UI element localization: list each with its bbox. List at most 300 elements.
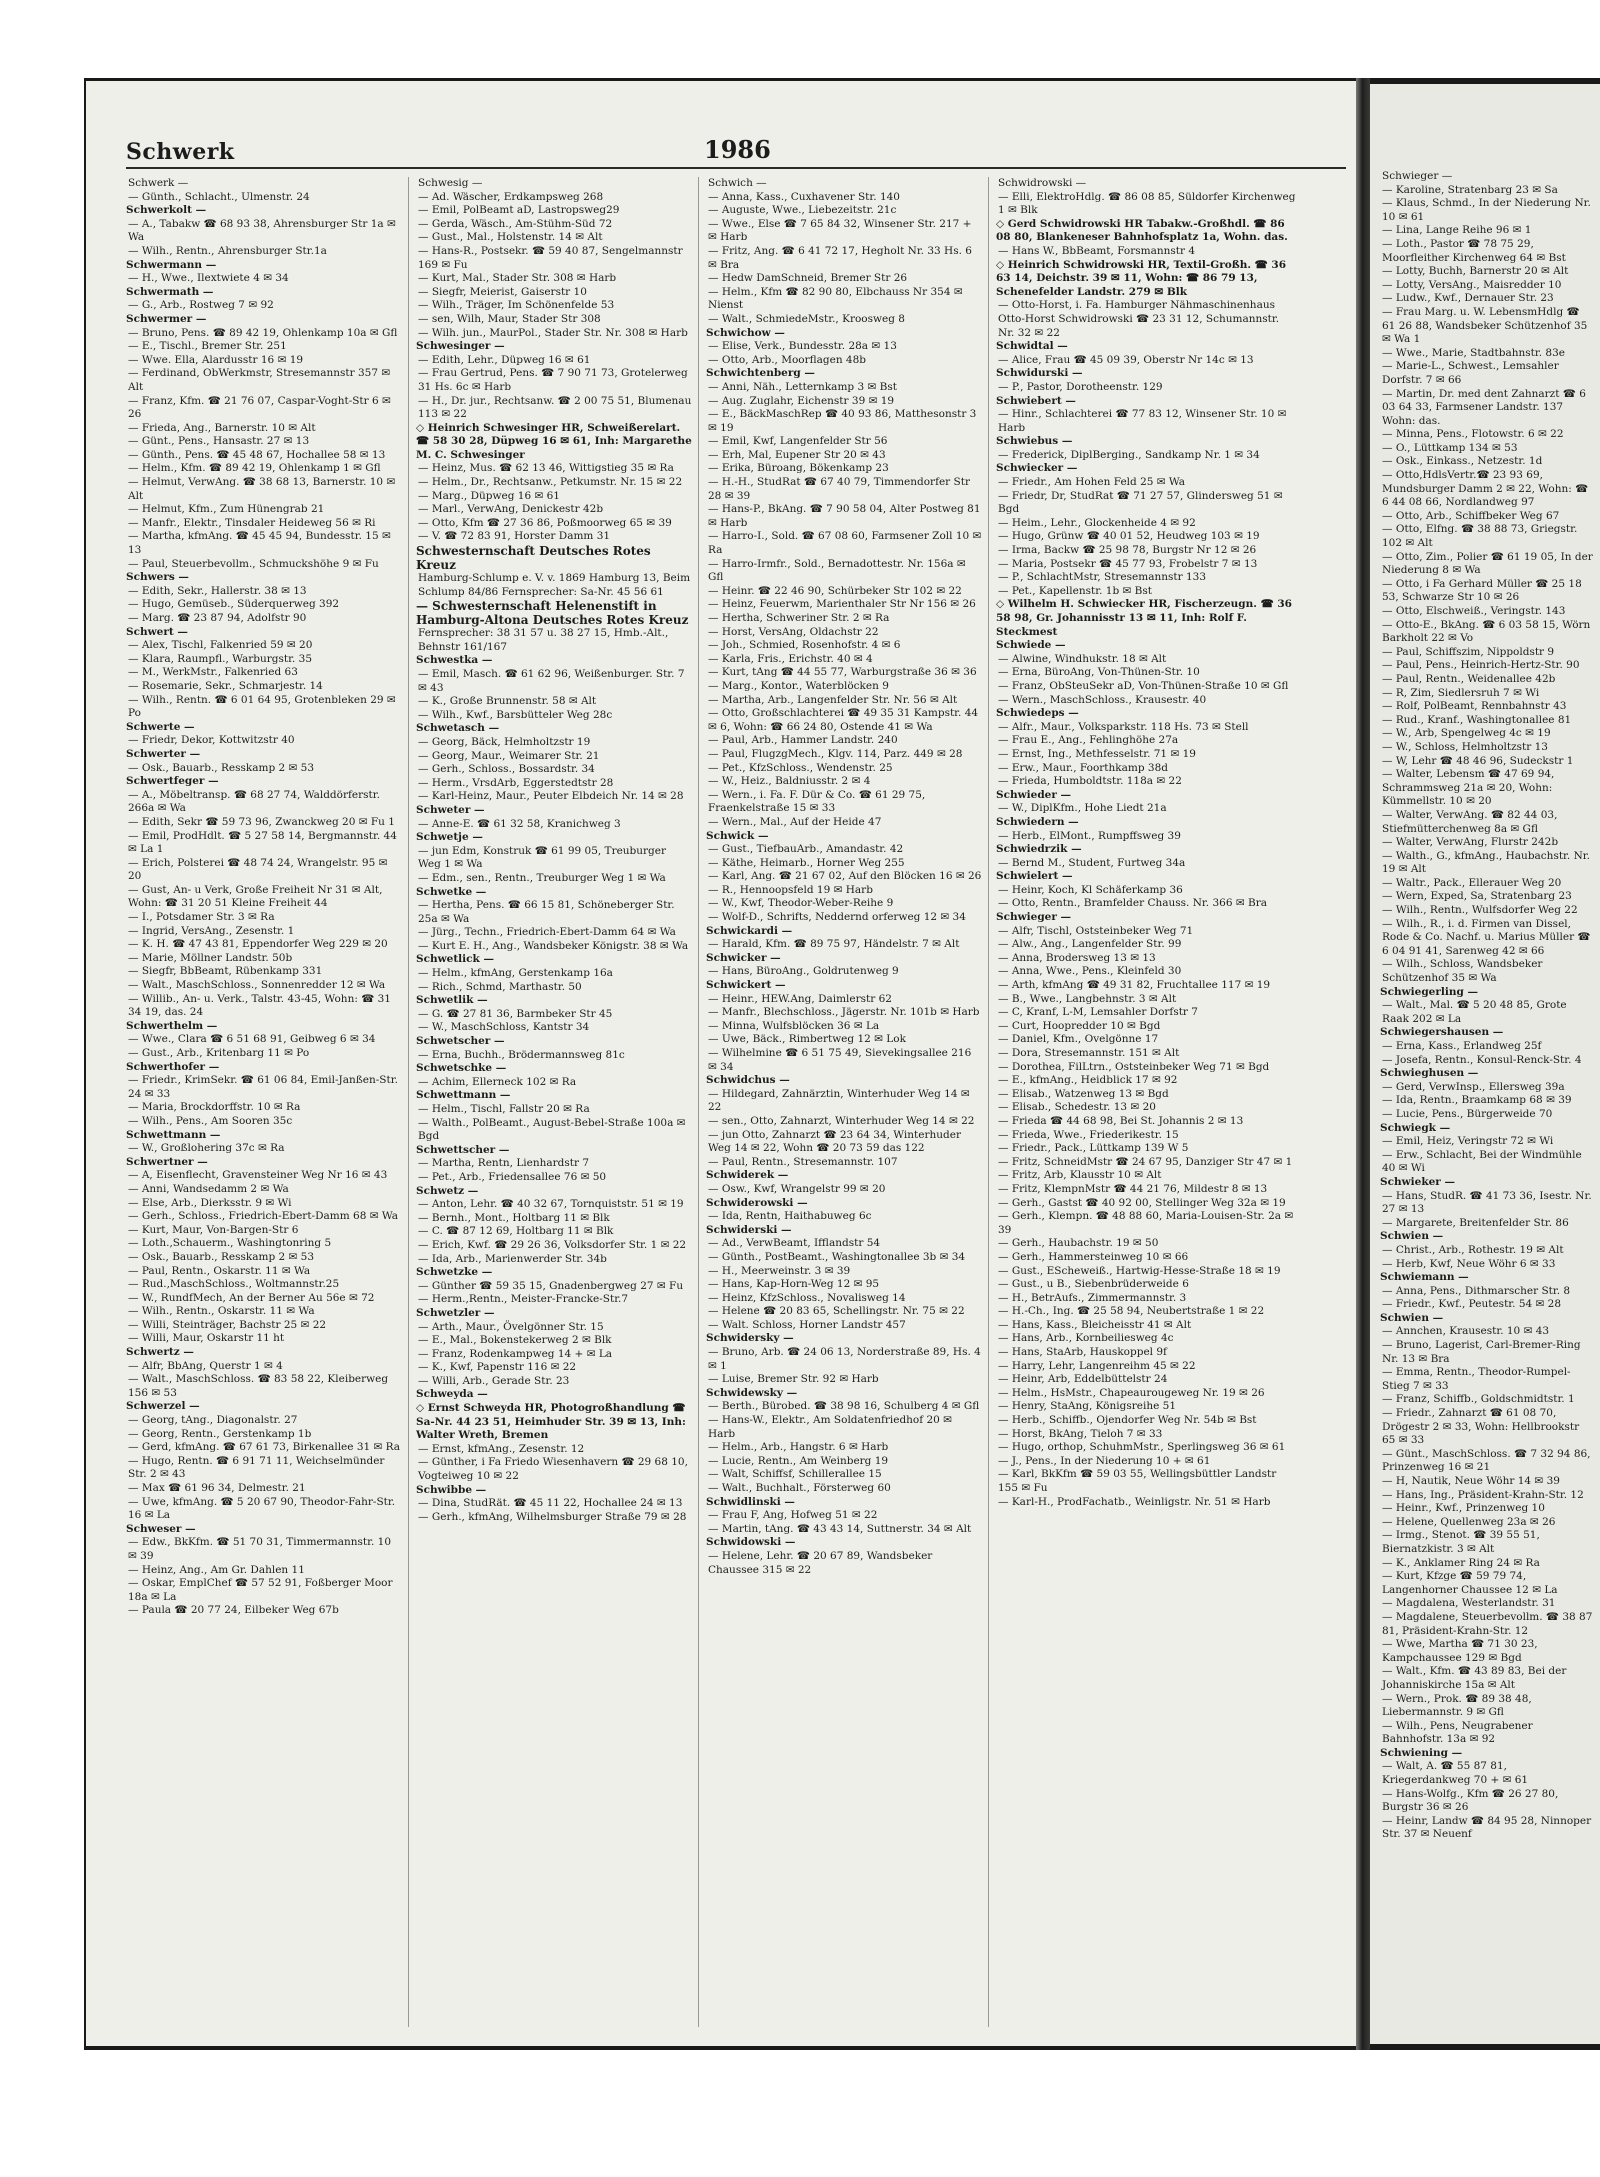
- directory-entry: — Otto, Großschlachterei ☎ 49 35 31 Kampstr. 44 ✉ 6, Wohn: ☎ 66 24 80, Ostende 41 ✉ Wa: [708, 707, 979, 733]
- surname-heading: Schwidowski —: [706, 1536, 796, 1549]
- directory-entry: — Herb, Kwf, Neue Wöhr 6 ✉ 33: [1382, 1257, 1556, 1270]
- directory-entry: — Gerd, VerwInsp., Ellersweg 39a: [1382, 1080, 1565, 1093]
- surname-heading: Schwerter —: [126, 747, 201, 760]
- surname-heading: Schwielert —: [996, 870, 1073, 883]
- directory-entry: — Hans, Kap-Horn-Weg 12 ✉ 95: [708, 1278, 880, 1291]
- directory-entry: — Marg., Düpweg 16 ✉ 61: [418, 489, 560, 502]
- surname-heading: Schwieder —: [996, 788, 1072, 801]
- directory-entry: — Hans, Kass., Bleicheisstr 41 ✉ Alt: [998, 1318, 1192, 1331]
- directory-entry: — Otto, Rentn., Bramfelder Chauss. Nr. 366 ✉ Bra: [998, 897, 1267, 910]
- directory-entry: — A., Tabakw ☎ 68 93 38, Ahrensburger Str 1a ✉ Wa: [128, 217, 396, 244]
- directory-entry: — Ferdinand, ObWerkmstr, Stresemannstr 357 ✉ Alt: [128, 367, 391, 393]
- surname-heading: Schwetlick —: [416, 953, 494, 966]
- directory-entry: — Friedr., Pack., Lüttkamp 139 W 5: [998, 1142, 1189, 1155]
- directory-entry: — Franz, Schiffb., Goldschmidtstr. 1: [1382, 1393, 1575, 1406]
- directory-entry: — Otto, Arb., Moorflagen 48b: [708, 353, 867, 366]
- directory-entry: — Harald, Kfm. ☎ 89 75 97, Händelstr. 7 ✉ Alt: [708, 938, 960, 951]
- directory-entry: — Osk., Bauarb., Resskamp 2 ✉ 53: [128, 1250, 315, 1263]
- directory-entry: — Elisab., Schedestr. 13 ✉ 20: [998, 1101, 1156, 1114]
- directory-entry: — Helmut, Kfm., Zum Hünengrab 21: [128, 503, 325, 516]
- directory-entry: — Walt., SchmiedeMstr., Kroosweg 8: [708, 312, 905, 325]
- surname-heading: Schwiebus —: [996, 435, 1073, 448]
- surname-heading: Schwerzel —: [126, 1400, 200, 1413]
- surname-heading: ◇ Ernst Schweyda HR, Photogroßhandlung ☎ Sa-Nr. 44 23 51, Heimhuder Str. 39 ✉ 13, Inh: Walter Wreth, Bremen: [416, 1402, 686, 1442]
- directory-entry: — Auguste, Wwe., Liebezeitstr. 21c: [708, 204, 897, 217]
- directory-entry: — W., Kwf, Theodor-Weber-Reihe 9: [708, 897, 894, 910]
- directory-entry: — Heim., Lehr., Glockenheide 4 ✉ 92: [998, 516, 1196, 529]
- directory-entry: — Karl, Ang. ☎ 21 67 02, Auf den Blöcken 16 ✉ 26: [708, 870, 982, 883]
- directory-entry: — Klara, Raumpfl., Warburgstr. 35: [128, 652, 313, 665]
- column-rule: [988, 177, 989, 2027]
- directory-entry: — Osk., Einkass., Netzestr. 1d: [1382, 455, 1543, 468]
- surname-heading: Schwerkolt —: [126, 204, 207, 217]
- directory-entry: — Heinr, Landw ☎ 84 95 28, Ninnoper Str. 37 ✉ Neuenf: [1382, 1814, 1592, 1841]
- directory-entry: — E., Mal., Bokenstekerweg 2 ✉ Blk: [418, 1334, 612, 1347]
- directory-entry: — Wilh., Pens, Neugrabener Bahnhofstr. 13a ✉ 92: [1382, 1719, 1533, 1746]
- directory-entry: — Magdalene, Steuerbevollm. ☎ 38 87 81, Präsident-Krahn-Str. 12: [1382, 1610, 1593, 1637]
- directory-entry: — K., Anklamer Ring 24 ✉ Ra: [1382, 1556, 1540, 1569]
- directory-entry: — Hugo, orthop, SchuhmMstr., Sperlingsweg 36 ✉ 61: [998, 1441, 1286, 1454]
- surname-heading: Schwiedrzik —: [996, 843, 1082, 856]
- surname-heading: Schwetasch —: [416, 722, 500, 735]
- directory-entry: — Helene, Lehr. ☎ 20 67 89, Wandsbeker Chaussee 315 ✉ 22: [708, 1549, 933, 1576]
- directory-entry: — Bernd M., Student, Furtweg 34a: [998, 856, 1186, 869]
- surname-heading: Schwesinger —: [416, 340, 505, 353]
- directory-entry: — Wwe. Ella, Alardusstr 16 ✉ 19: [128, 353, 304, 366]
- directory-entry: — Manfr., Blechschloss., Jägerstr. Nr. 101b ✉ Harb: [708, 1006, 980, 1019]
- directory-entry: — Heinr, Koch, Kl Schäferkamp 36: [998, 883, 1183, 896]
- directory-entry: — Emil, Masch. ☎ 61 62 96, Weißenburger. Str. 7 ✉ 43: [418, 668, 685, 694]
- directory-entry: Schwidrowski —: [998, 177, 1087, 189]
- directory-entry: — Frieda, Humboldtstr. 118a ✉ 22: [998, 775, 1182, 788]
- directory-entry: — Kurt, Maur, Von-Bargen-Str 6: [128, 1223, 299, 1236]
- directory-entry: — Wilh., Rentn., Ahrensburger Str.1a: [128, 244, 327, 257]
- directory-entry: — Bruno, Lagerist, Carl-Bremer-Ring Nr. 13 ✉ Bra: [1382, 1339, 1581, 1365]
- directory-entry: — Ida, Arb., Marienwerder Str. 34b: [418, 1252, 607, 1265]
- directory-entry: — Günth., Schlacht., Ulmenstr. 24: [128, 190, 310, 203]
- directory-entry: — Rosemarie, Sekr., Schmarjestr. 14: [128, 679, 323, 692]
- directory-entry: — Harro-I., Sold. ☎ 67 08 60, Farmsener Zoll 10 ✉ Ra: [708, 530, 982, 557]
- surname-heading: Schweyda —: [416, 1388, 488, 1401]
- directory-entry: — Hans W., BbBeamt, Forsmannstr 4: [998, 244, 1196, 257]
- directory-entry: — Wern., MaschSchloss., Krausestr. 40: [998, 693, 1207, 706]
- surname-heading: Schwidewsky —: [706, 1386, 798, 1399]
- directory-entry: — Frau Gertrud, Pens. ☎ 7 90 71 73, Grotelerweg 31 Hs. 6c ✉ Harb: [418, 367, 688, 393]
- directory-entry: — Paul, Steuerbevollm., Schmuckshöhe 9 ✉ Fu: [128, 557, 379, 570]
- directory-entry: — W., RundfMech, An der Berner Au 56e ✉ 72: [128, 1291, 375, 1304]
- surname-heading: Schwiebert —: [996, 394, 1076, 407]
- directory-entry: — W, Lehr ☎ 48 46 96, Sudeckstr 1: [1382, 754, 1574, 767]
- directory-entry: — Harry, Lehr, Langenreihm 45 ✉ 22: [998, 1359, 1196, 1372]
- directory-entry: — Wilh., Kwf., Barsbütteler Weg 28c: [418, 708, 613, 721]
- surname-heading: Schwettmann —: [416, 1089, 511, 1102]
- directory-entry: — Hertha, Schweriner Str. 2 ✉ Ra: [708, 612, 890, 624]
- directory-entry: — Frieda ☎ 44 68 98, Bei St. Johannis 2 ✉ 13: [998, 1114, 1244, 1127]
- directory-entry: — Karl, BkKfm ☎ 59 03 55, Wellingsbüttler Landstr 155 ✉ Fu: [998, 1468, 1277, 1494]
- directory-entry: — Erna, Kass., Erlandweg 25f: [1382, 1040, 1542, 1052]
- directory-entry: — Otto-E., BkAng. ☎ 6 03 58 15, Wörn Barkholt 22 ✉ Vo: [1382, 618, 1591, 645]
- directory-entry: — Otto, Kfm ☎ 27 36 86, Poßmoorweg 65 ✉ 39: [418, 516, 672, 529]
- directory-entry: — Walt., MaschSchloss. ☎ 83 58 22, Kleiberweg 156 ✉ 53: [128, 1373, 389, 1399]
- directory-entry: — Hans, StaArb, Hauskoppel 9f: [998, 1346, 1167, 1359]
- surname-heading: ◇ Gerd Schwidrowski HR Tabakw.-Großhdl. ☎ 86 08 80, Blankeneser Bahnhofsplatz 1a, Wohn. das.: [996, 217, 1288, 244]
- directory-entry: — E., Tischl., Bremer Str. 251: [128, 340, 287, 353]
- directory-entry: — Herb., Schiffb., Ojendorfer Weg Nr. 54b ✉ Bst: [998, 1414, 1257, 1427]
- surname-heading: Schwetlik —: [416, 994, 488, 1007]
- directory-entry: — Alex, Tischl, Falkenried 59 ✉ 20: [128, 639, 313, 652]
- directory-entry: — Karoline, Stratenbarg 23 ✉ Sa: [1382, 183, 1558, 196]
- directory-entry: — Martha, Rentn, Lienhardstr 7: [418, 1157, 590, 1170]
- directory-entry: — A., Möbeltransp. ☎ 68 27 74, Walddörferstr. 266a ✉ Wa: [128, 788, 380, 815]
- directory-entry: — Otto, Arb., Schiffbeker Weg 67: [1382, 509, 1560, 522]
- directory-entry: — Hans-Wolfg., Kfm ☎ 26 27 80, Burgstr 36 ✉ 26: [1382, 1787, 1559, 1814]
- directory-entry: — W., Großlohering 37c ✉ Ra: [128, 1142, 285, 1155]
- directory-entry: — Rud., Kranf., Washingtonallee 81: [1382, 713, 1572, 726]
- right-page: [1370, 84, 1600, 2044]
- directory-entry: — Paul, Pens., Heinrich-Hertz-Str. 90: [1382, 659, 1580, 672]
- surname-heading: Schwermann —: [126, 258, 217, 271]
- directory-entry: — Franz, ObSteuSekr aD, Von-Thünen-Straße 10 ✉ Gfl: [998, 679, 1289, 692]
- directory-entry: — Edm., sen., Rentn., Treuburger Weg 1 ✉ Wa: [418, 871, 666, 884]
- directory-entry: — Wern., Mal., Auf der Heide 47: [708, 815, 882, 828]
- directory-entry: — O., Lüttkamp 134 ✉ 53: [1382, 441, 1518, 454]
- directory-entry: — Friedr., KrimSekr. ☎ 61 06 84, Emil-Janßen-Str. 24 ✉ 33: [128, 1074, 398, 1100]
- directory-entry: — Marie-L., Schwest., Lemsahler Dorfstr. 7 ✉ 66: [1382, 360, 1559, 386]
- surname-heading: Schwick —: [706, 829, 769, 842]
- directory-entry: — Erna, Buchh., Brödermannsweg 81c: [418, 1048, 625, 1061]
- directory-entry: — Helene, Quellenweg 23a ✉ 26: [1382, 1515, 1556, 1528]
- directory-entry: — Gust., Arb., Kritenbarg 11 ✉ Po: [128, 1047, 310, 1059]
- directory-entry: — Edith, Sekr., Hallerstr. 38 ✉ 13: [128, 584, 307, 597]
- directory-entry: — Erw., Maur., Foorthkamp 38d: [998, 761, 1169, 774]
- directory-entry: — Wolf-D., Schrifts, Neddernd orferweg 12 ✉ 34: [708, 911, 966, 924]
- surname-heading: — Schwesternschaft Helenenstift in Hamburg-Altona Deutsches Rotes Kreuz: [416, 599, 689, 628]
- directory-entry: — Alfr, Tischl, Oststeinbeker Weg 71: [998, 924, 1194, 937]
- directory-entry: — Anna, Brodersweg 13 ✉ 13: [998, 951, 1156, 964]
- directory-entry: — Horst, BkAng, Tieloh 7 ✉ 33: [998, 1427, 1163, 1440]
- directory-entry: — Walth., PolBeamt., August-Bebel-Straße 100a ✉ Bgd: [418, 1116, 686, 1143]
- directory-entry: — Gust., EScheweiß., Hartwig-Hesse-Straße 18 ✉ 19: [998, 1264, 1281, 1277]
- directory-entry: — Ernst, Ing., Methfesselstr. 71 ✉ 19: [998, 747, 1196, 760]
- directory-entry: — Alice, Frau ☎ 45 09 39, Oberstr Nr 14c ✉ 13: [998, 353, 1254, 366]
- surname-heading: Schwermer —: [126, 312, 207, 325]
- directory-entry: — Karl-H., ProdFachatb., Weinligstr. Nr. 51 ✉ Harb: [998, 1495, 1271, 1508]
- directory-entry: — jun Otto, Zahnarzt ☎ 23 64 34, Winterhuder Weg 14 ✉ 22, Wohn ☎ 20 73 59 das 122: [708, 1128, 961, 1155]
- directory-entry: — Rolf, PolBeamt, Rennbahnstr 43: [1382, 700, 1567, 713]
- directory-entry: — Pet., Kapellenstr. 1b ✉ Bst: [998, 584, 1152, 597]
- directory-entry: — Ida, Rentn, Haithabuweg 6c: [708, 1210, 872, 1223]
- directory-entry: — Walt, Schiffsf, Schillerallee 15: [708, 1468, 882, 1481]
- directory-entry: — C, Kranf, L-M, Lemsahler Dorfstr 7: [998, 1006, 1198, 1019]
- directory-entry: — Kurt, Kfzge ☎ 59 79 74, Langenhorner Chaussee 12 ✉ La: [1382, 1570, 1558, 1596]
- directory-entry: — Luise, Bremer Str. 92 ✉ Harb: [708, 1373, 879, 1386]
- directory-entry: — P., Pastor, Dorotheenstr. 129: [998, 380, 1163, 393]
- directory-entry: — Edith, Sekr ☎ 59 73 96, Zwanckweg 20 ✉ Fu 1: [128, 815, 395, 828]
- directory-entry: — A, Eisenflecht, Gravensteiner Weg Nr 16 ✉ 43: [128, 1169, 388, 1182]
- directory-entry: — Uwe, Bäck., Rimbertweg 12 ✉ Lok: [708, 1033, 906, 1046]
- directory-entry: — J., Pens., In der Niederung 10 + ✉ 61: [998, 1454, 1211, 1467]
- directory-entry: — G., Arb., Rostweg 7 ✉ 92: [128, 299, 274, 312]
- directory-entry: — Margarete, Breitenfelder Str. 86: [1382, 1216, 1569, 1229]
- directory-entry: — Helm., Arb., Hangstr. 6 ✉ Harb: [708, 1441, 889, 1454]
- directory-entry: — Paula ☎ 20 77 24, Eilbeker Weg 67b: [128, 1604, 339, 1617]
- directory-entry: — Jürg., Techn., Friedrich-Ebert-Damm 64 ✉ Wa: [418, 926, 676, 939]
- surname-heading: Schwettmann —: [126, 1128, 221, 1141]
- directory-entry: — Alfr., Maur., Volksparkstr. 118 Hs. 73 ✉ Stell: [998, 720, 1249, 733]
- directory-entry: — Günth., Pens. ☎ 45 48 67, Hochallee 58 ✉ 13: [128, 448, 386, 461]
- directory-entry: — Fritz, Ang. ☎ 6 41 72 17, Hegholt Nr. 33 Hs. 6 ✉ Bra: [708, 244, 972, 271]
- directory-entry: — Oskar, EmplChef ☎ 57 52 91, Foßberger Moor 18a ✉ La: [128, 1577, 393, 1603]
- directory-entry: — Manfr., Elektr., Tinsdaler Heideweg 56 ✉ Ri: [128, 516, 376, 529]
- directory-entry: — H., BetrAufs., Zimmermannstr. 3: [998, 1291, 1187, 1304]
- surname-heading: Schwidchus —: [706, 1074, 790, 1087]
- directory-entry: — H., Dr. jur., Rechtsanw. ☎ 2 00 75 51, Blumenau 113 ✉ 22: [418, 394, 692, 421]
- directory-entry: Schwich —: [708, 177, 767, 189]
- directory-entry: — Lucie, Rentn., Am Weinberg 19: [708, 1454, 889, 1467]
- surname-heading: Schwertz —: [126, 1346, 194, 1359]
- surname-heading: Schwermath —: [126, 285, 214, 298]
- directory-entry: — Alwine, Windhukstr. 18 ✉ Alt: [998, 652, 1167, 665]
- directory-entry: — Wern., Prok. ☎ 89 38 48, Liebermannstr. 9 ✉ Gfl: [1382, 1692, 1532, 1719]
- directory-entry: — Minna, Wulfsblöcken 36 ✉ La: [708, 1019, 880, 1032]
- directory-entry: — Wilhelmine ☎ 6 51 75 49, Sievekingsallee 216 ✉ 34: [708, 1047, 972, 1073]
- surname-heading: Schwetschke —: [416, 1062, 507, 1075]
- directory-entry: — Pet., KfzSchloss., Wendenstr. 25: [708, 761, 893, 774]
- surname-heading: Schwetzler —: [416, 1306, 495, 1319]
- surname-heading: Schwiderek —: [706, 1169, 789, 1182]
- directory-entry: — K., Kwf, Papenstr 116 ✉ 22: [418, 1361, 577, 1374]
- directory-entry: — Gust, An- u Verk, Große Freiheit Nr 31 ✉ Alt, Wohn: ☎ 31 20 51 Kleine Freiheit 44: [128, 883, 383, 910]
- directory-entry: — Minna, Pens., Flotowstr. 6 ✉ 22: [1382, 428, 1564, 441]
- directory-entry: — Anton, Lehr. ☎ 40 32 67, Tornquiststr. 51 ✉ 19: [418, 1198, 684, 1211]
- directory-entry: — Daniel, Kfm., Ovelgönne 17: [998, 1033, 1159, 1046]
- directory-entry: — Elli, ElektroHdlg. ☎ 86 08 85, Süldorfer Kirchenweg 1 ✉ Blk: [998, 190, 1296, 217]
- directory-entry: — Erich, Polsterei ☎ 48 74 24, Wrangelstr. 95 ✉ 20: [128, 856, 388, 883]
- directory-entry: — Franz, Rodenkampweg 14 + ✉ La: [418, 1347, 613, 1360]
- directory-entry: — Paul, Arb., Hammer Landstr. 240: [708, 734, 898, 747]
- directory-entry: — Wilh., Rentn. ☎ 6 01 64 95, Grotenbleken 29 ✉ Po: [128, 693, 396, 720]
- surname-heading: ◇ Wilhelm H. Schwiecker HR, Fischerzeugn. ☎ 36 58 98, Gr. Johannisstr 13 ✉ 11, Inh: Rolf F. Steckmest: [996, 598, 1292, 638]
- column-rule: [698, 177, 699, 2027]
- column-5: [1380, 170, 1595, 2030]
- directory-entry: — Erika, Büroang, Bökenkamp 23: [708, 462, 889, 475]
- directory-entry: — Wilh., Rentn., Wulfsdorfer Weg 22: [1382, 904, 1578, 917]
- directory-entry: — Helm., Dr., Rechtsanw., Petkumstr. Nr. 15 ✉ 22: [418, 476, 683, 489]
- surname-heading: Schwichtenberg —: [706, 367, 815, 380]
- directory-entry: — P., SchlachtMstr, Stresemannstr 133: [998, 571, 1207, 584]
- surname-heading: Schwertner —: [126, 1155, 208, 1168]
- directory-entry: — Alfr, BbAng, Querstr 1 ✉ 4: [128, 1359, 283, 1372]
- directory-entry: — Gerh., Haubachstr. 19 ✉ 50: [998, 1237, 1159, 1250]
- directory-entry: — Herb., ElMont., Rumpffsweg 39: [998, 829, 1181, 842]
- directory-entry: — Anni, Näh., Letternkamp 3 ✉ Bst: [708, 380, 897, 393]
- directory-entry: — Kurt E. H., Ang., Wandsbeker Königstr. 38 ✉ Wa: [418, 939, 689, 952]
- directory-entry: — Anna, Wwe., Pens., Kleinfeld 30: [998, 965, 1182, 978]
- directory-entry: — Martin, tAng. ☎ 43 43 14, Suttnerstr. 34 ✉ Alt: [708, 1522, 972, 1535]
- directory-entry: — Frau E., Ang., Fehlinghöhe 27a: [998, 734, 1179, 747]
- directory-entry: — Ida, Rentn., Braamkamp 68 ✉ 39: [1382, 1094, 1572, 1107]
- directory-entry: — V. ☎ 72 83 91, Horster Damm 31: [418, 530, 611, 543]
- directory-entry: — Otto-Horst, i. Fa. Hamburger Nähmaschinenhaus Otto-Horst Schwidrowski ☎ 23 31 12, Schumannstr. Nr. 32 ✉ 22: [998, 299, 1280, 339]
- directory-entry: — R., Hennoopsfeld 19 ✉ Harb: [708, 883, 873, 896]
- directory-entry: — Otto,HdlsVertr.☎ 23 93 69, Mundsburger Damm 2 ✉ 22, Wohn: ☎ 6 44 08 66, Nordlandweg 97: [1382, 469, 1589, 509]
- directory-entry: — Wwe, Martha ☎ 71 30 23, Kampchaussee 129 ✉ Bgd: [1382, 1638, 1538, 1664]
- directory-entry: — G. ☎ 27 81 36, Barmbeker Str 45: [418, 1007, 613, 1020]
- surname-heading: Schwiening —: [1380, 1746, 1463, 1759]
- directory-entry: — Anna, Kass., Cuxhavener Str. 140: [708, 190, 900, 203]
- directory-entry: — Hans-W., Elektr., Am Soldatenfriedhof 20 ✉ Harb: [708, 1414, 952, 1440]
- surname-heading: Schwiderski —: [706, 1223, 792, 1236]
- directory-entry: — Günt., Pens., Hansastr. 27 ✉ 13: [128, 435, 310, 448]
- directory-entry: — Marie, Möllner Landstr. 50b: [128, 951, 293, 964]
- directory-entry: Schwesig —: [418, 177, 483, 189]
- directory-entry: — E., kfmAng., Heidblick 17 ✉ 92: [998, 1074, 1178, 1087]
- directory-entry: — Fritz, KlempnMstr ☎ 44 21 76, Mildestr 8 ✉ 13: [998, 1182, 1268, 1195]
- directory-entry: — Walt., Buchhalt., Försterweg 60: [708, 1482, 891, 1494]
- directory-entry: — Gerh., Klempn. ☎ 48 88 60, Maria-Louisen-Str. 2a ✉ 39: [998, 1210, 1294, 1236]
- directory-entry: — H., Meerweinstr. 3 ✉ 39: [708, 1264, 851, 1277]
- directory-entry: — Gerh., Schloss., Friedrich-Ebert-Damm 68 ✉ Wa: [128, 1210, 398, 1223]
- directory-entry: — Günt., MaschSchloss. ☎ 7 32 94 86, Prinzenweg 16 ✉ 21: [1382, 1447, 1591, 1474]
- directory-entry: — Achim, Ellerneck 102 ✉ Ra: [418, 1075, 577, 1088]
- directory-entry: — Ad. Wäscher, Erdkampsweg 268: [418, 190, 604, 203]
- directory-entry: — Gust., u B., Siebenbrüderweide 6: [998, 1278, 1189, 1291]
- directory-entry: — Wern, Exped, Sa, Stratenbarg 23: [1382, 890, 1572, 903]
- directory-entry: — Dina, StudRät. ☎ 45 11 22, Hochallee 24 ✉ 13: [418, 1497, 683, 1510]
- directory-entry: — Wern., i. Fa. F. Dür & Co. ☎ 61 29 75, Fraenkelstraße 15 ✉ 33: [708, 788, 926, 815]
- directory-entry: — Berth., Bürobed. ☎ 38 98 16, Schulberg 4 ✉ Gfl: [708, 1400, 980, 1413]
- directory-entry: — Loth., Pastor ☎ 78 75 29, Moorfleither Kirchenweg 64 ✉ Bst: [1382, 237, 1566, 264]
- directory-entry: — Frederick, DiplBerging., Sandkamp Nr. 1 ✉ 34: [998, 448, 1260, 461]
- directory-entry: — K. H. ☎ 47 43 81, Eppendorfer Weg 229 ✉ 20: [128, 938, 388, 951]
- directory-entry: — Marl., VerwAng, Denickestr 42b: [418, 503, 604, 516]
- directory-entry: — R, Zim, Siedlersruh 7 ✉ Wi: [1382, 686, 1540, 699]
- directory-entry: — Walt., Mal. ☎ 5 20 48 85, Grote Raak 202 ✉ La: [1382, 999, 1567, 1025]
- directory-entry: — Willi, Maur, Oskarstr 11 ht: [128, 1332, 285, 1345]
- surname-heading: Schwerte —: [126, 720, 195, 733]
- directory-entry: — Uwe, kfmAng. ☎ 5 20 67 90, Theodor-Fahr-Str. 16 ✉ La: [128, 1495, 396, 1522]
- directory-entry: — Hildegard, Zahnärztin, Winterhuder Weg 14 ✉ 22: [708, 1087, 970, 1114]
- surname-heading: Schwieker —: [1380, 1175, 1455, 1188]
- surname-heading: Schwetje —: [416, 831, 483, 844]
- directory-entry: — Hugo, Rentn. ☎ 6 91 71 11, Weichselmünder Str. 2 ✉ 43: [128, 1454, 385, 1481]
- surname-heading: ◇ Heinrich Schwesinger HR, Schweißerelart. ☎ 58 30 28, Düpweg 16 ✉ 61, Inh: Margarethe M. C. Schwesinger: [416, 421, 692, 461]
- surname-heading: Schwetz —: [416, 1184, 479, 1197]
- directory-entry: — I., Potsdamer Str. 3 ✉ Ra: [128, 911, 275, 924]
- directory-entry: — Gerda, Wäsch., Am-Stühm-Süd 72: [418, 217, 613, 230]
- directory-entry: — Georg, Rentn., Gerstenkamp 1b: [128, 1427, 312, 1440]
- surname-heading: Schwerthofer —: [126, 1060, 220, 1073]
- directory-entry: — Arth., Maur., Övelgönner Str. 15: [418, 1320, 604, 1333]
- directory-entry: — Heinr., HEW.Ang, Daimlerstr 62: [708, 992, 892, 1005]
- directory-entry: — Günther ☎ 59 35 15, Gnadenbergweg 27 ✉ Fu: [418, 1279, 684, 1292]
- directory-entry: — Heinr. ☎ 22 46 90, Schürbeker Str 102 ✉ 22: [708, 584, 962, 597]
- surname-heading: Schwien —: [1380, 1230, 1444, 1243]
- directory-entry: — Hinr., Schlachterei ☎ 77 83 12, Winsener Str. 10 ✉ Harb: [998, 408, 1287, 434]
- directory-entry: — B., Wwe., Langbehnstr. 3 ✉ Alt: [998, 992, 1177, 1005]
- directory-entry: — Friedr, Dekor, Kottwitzstr 40: [128, 734, 295, 747]
- directory-entry: — Erw., Schlacht, Bei der Windmühle 40 ✉ Wi: [1382, 1148, 1582, 1175]
- directory-entry: — Georg, Bäck, Helmholtzstr 19: [418, 735, 591, 748]
- directory-entry: — Ad., VerwBeamt, Ifflandstr 54: [708, 1237, 881, 1250]
- directory-entry: — Rud.,MaschSchloss., Woltmannstr.25: [128, 1278, 340, 1291]
- directory-entry: — H, Nautik, Neue Wöhr 14 ✉ 39: [1382, 1475, 1560, 1487]
- directory-entry: — Martha, kfmAng. ☎ 45 45 94, Bundesstr. 15 ✉ 13: [128, 530, 391, 557]
- directory-entry: — Marg., Kontor., Waterblöcken 9: [708, 679, 889, 692]
- directory-entry: — Heinz, Ang., Am Gr. Dahlen 11: [128, 1563, 305, 1576]
- directory-entry: — Bruno, Pens. ☎ 89 42 19, Ohlenkamp 10a ✉ Gfl: [128, 326, 398, 339]
- directory-entry: — Walt, A. ☎ 55 87 81, Kriegerdankweg 70 + ✉ 61: [1382, 1760, 1529, 1787]
- directory-entry: — Willib., An- u. Verk., Talstr. 43-45, Wohn: ☎ 31 34 19, das. 24: [128, 992, 391, 1019]
- directory-entry: — Wilh., Rentn., Oskarstr. 11 ✉ Wa: [128, 1305, 315, 1318]
- directory-entry: — Aug. Zuglahr, Eichenstr 39 ✉ 19: [708, 394, 895, 407]
- directory-entry: — K., Große Brunnenstr. 58 ✉ Alt: [418, 695, 597, 708]
- directory-entry: — Heinz, KfzSchloss., Novalisweg 14: [708, 1291, 906, 1304]
- surname-heading: Schwidurski —: [996, 367, 1083, 380]
- directory-entry: — Hugo, Grünw ☎ 40 01 52, Heudweg 103 ✉ 19: [998, 530, 1260, 543]
- directory-entry: — Paul, Schiffszim, Nippoldstr 9: [1382, 645, 1555, 658]
- scanned-book-spread: [84, 78, 1600, 2050]
- directory-entry: Schwerk —: [128, 177, 189, 189]
- directory-entry: — Harro-Irmfr., Sold., Bernadottestr. Nr. 156a ✉ Gfl: [708, 557, 966, 584]
- directory-entry: — Walth., G., kfmAng., Haubachstr. Nr. 19 ✉ Alt: [1382, 849, 1590, 876]
- directory-entry: — Wwe., Clara ☎ 6 51 68 91, Geibweg 6 ✉ 34: [128, 1033, 376, 1046]
- directory-entry: — Otto, Elschweiß., Veringstr. 143: [1382, 605, 1566, 617]
- surname-heading: Schweter —: [416, 803, 485, 816]
- directory-entry: — Irma, Backw ☎ 25 98 78, Burgstr Nr 12 ✉ 26: [998, 544, 1257, 557]
- directory-entry: — Walt., Kfm. ☎ 43 89 83, Bei der Johanniskirche 15a ✉ Alt: [1382, 1665, 1567, 1691]
- directory-entry: — Gust., TiefbauArb., Amandastr. 42: [708, 843, 904, 856]
- surname-heading: Schweser —: [126, 1522, 196, 1535]
- directory-entry: — Günther, i Fa Friedo Wiesenhavern ☎ 29 68 10, Vogteiweg 10 ✉ 22: [418, 1456, 688, 1483]
- directory-entry: — Lotty, Buchh, Barnerstr 20 ✉ Alt: [1382, 265, 1569, 278]
- directory-entry: — Emil, ProdHdlt. ☎ 5 27 58 14, Bergmannstr. 44 ✉ La 1: [128, 829, 397, 856]
- directory-entry: — Paul, FlugzgMech., Klgv. 114, Parz. 449 ✉ 28: [708, 747, 963, 760]
- surname-heading: Schwiecker —: [996, 462, 1078, 475]
- directory-entry: — Walt. Schloss, Horner Landstr 457: [708, 1318, 906, 1331]
- surname-heading: Schwichow —: [706, 326, 785, 339]
- directory-entry: — Erna, BüroAng, Von-Thünen-Str. 10: [998, 666, 1200, 679]
- directory-entry: — Gerh., kfmAng, Wilhelmsburger Straße 79 ✉ 28: [418, 1510, 687, 1523]
- directory-entry: — Wilh., R., i. d. Firmen van Dissel, Rode & Co. Nachf. u. Marius Müller ☎ 6 04 91 41, Sarenweg 42 ✉ 66: [1382, 917, 1591, 957]
- surname-heading: Schwiemann —: [1380, 1271, 1469, 1284]
- directory-entry: — Wilh., Pens., Am Sooren 35c: [128, 1114, 293, 1127]
- directory-entry: — Irmg., Stenot. ☎ 39 55 51, Biernatzkistr. 3 ✉ Alt: [1382, 1529, 1540, 1555]
- directory-entry: — Friedr, Dr, StudRat ☎ 71 27 57, Glindersweg 51 ✉ Bgd: [998, 489, 1283, 516]
- surname-heading: Schwert —: [126, 625, 188, 638]
- surname-heading: Schwien —: [1380, 1311, 1444, 1324]
- directory-entry: — Hans-P., BkAng. ☎ 7 90 58 04, Alter Postweg 81 ✉ Harb: [708, 503, 981, 529]
- directory-entry: — Hans, Arb., Kornbeiliesweg 4c: [998, 1332, 1174, 1345]
- surname-heading: Schwertfeger —: [126, 775, 219, 788]
- surname-heading: Schwiegerling —: [1380, 985, 1478, 998]
- directory-entry: — Hans, BüroAng., Goldrutenweg 9: [708, 965, 899, 978]
- directory-entry: — Helm., Kfm. ☎ 89 42 19, Ohlenkamp 1 ✉ Gfl: [128, 462, 381, 475]
- directory-entry: — sen., Otto, Zahnarzt, Winterhuder Weg 14 ✉ 22: [708, 1114, 975, 1127]
- directory-entry: — Martin, Dr. med dent Zahnarzt ☎ 6 03 64 33, Farmsener Landstr. 137 Wohn: das.: [1382, 387, 1586, 427]
- column-1: [126, 177, 402, 2037]
- directory-entry: — Curt, Hoopredder 10 ✉ Bgd: [998, 1019, 1161, 1032]
- directory-entry: — Gerh., Gastst ☎ 40 92 00, Stellinger Weg 32a ✉ 19: [998, 1196, 1286, 1209]
- surname-heading: Schwicker —: [706, 951, 781, 964]
- directory-entry: — H.-Ch., Ing. ☎ 25 58 94, Neubertstraße 1 ✉ 22: [998, 1305, 1265, 1318]
- directory-entry: — Helm., Kfm ☎ 82 90 80, Elbchauss Nr 354 ✉ Nienst: [708, 285, 963, 312]
- directory-entry: — H., Wwe., Ilextwiete 4 ✉ 34: [128, 272, 289, 285]
- directory-entry: — Erh, Mal, Eupener Str 20 ✉ 43: [708, 448, 886, 461]
- directory-entry: — Otto, i Fa Gerhard Müller ☎ 25 18 53, Schwarze Str 10 ✉ 26: [1382, 577, 1582, 604]
- directory-entry: — Emil, Kwf, Langenfelder Str 56: [708, 435, 888, 448]
- surname-heading: Schwibbe —: [416, 1483, 487, 1496]
